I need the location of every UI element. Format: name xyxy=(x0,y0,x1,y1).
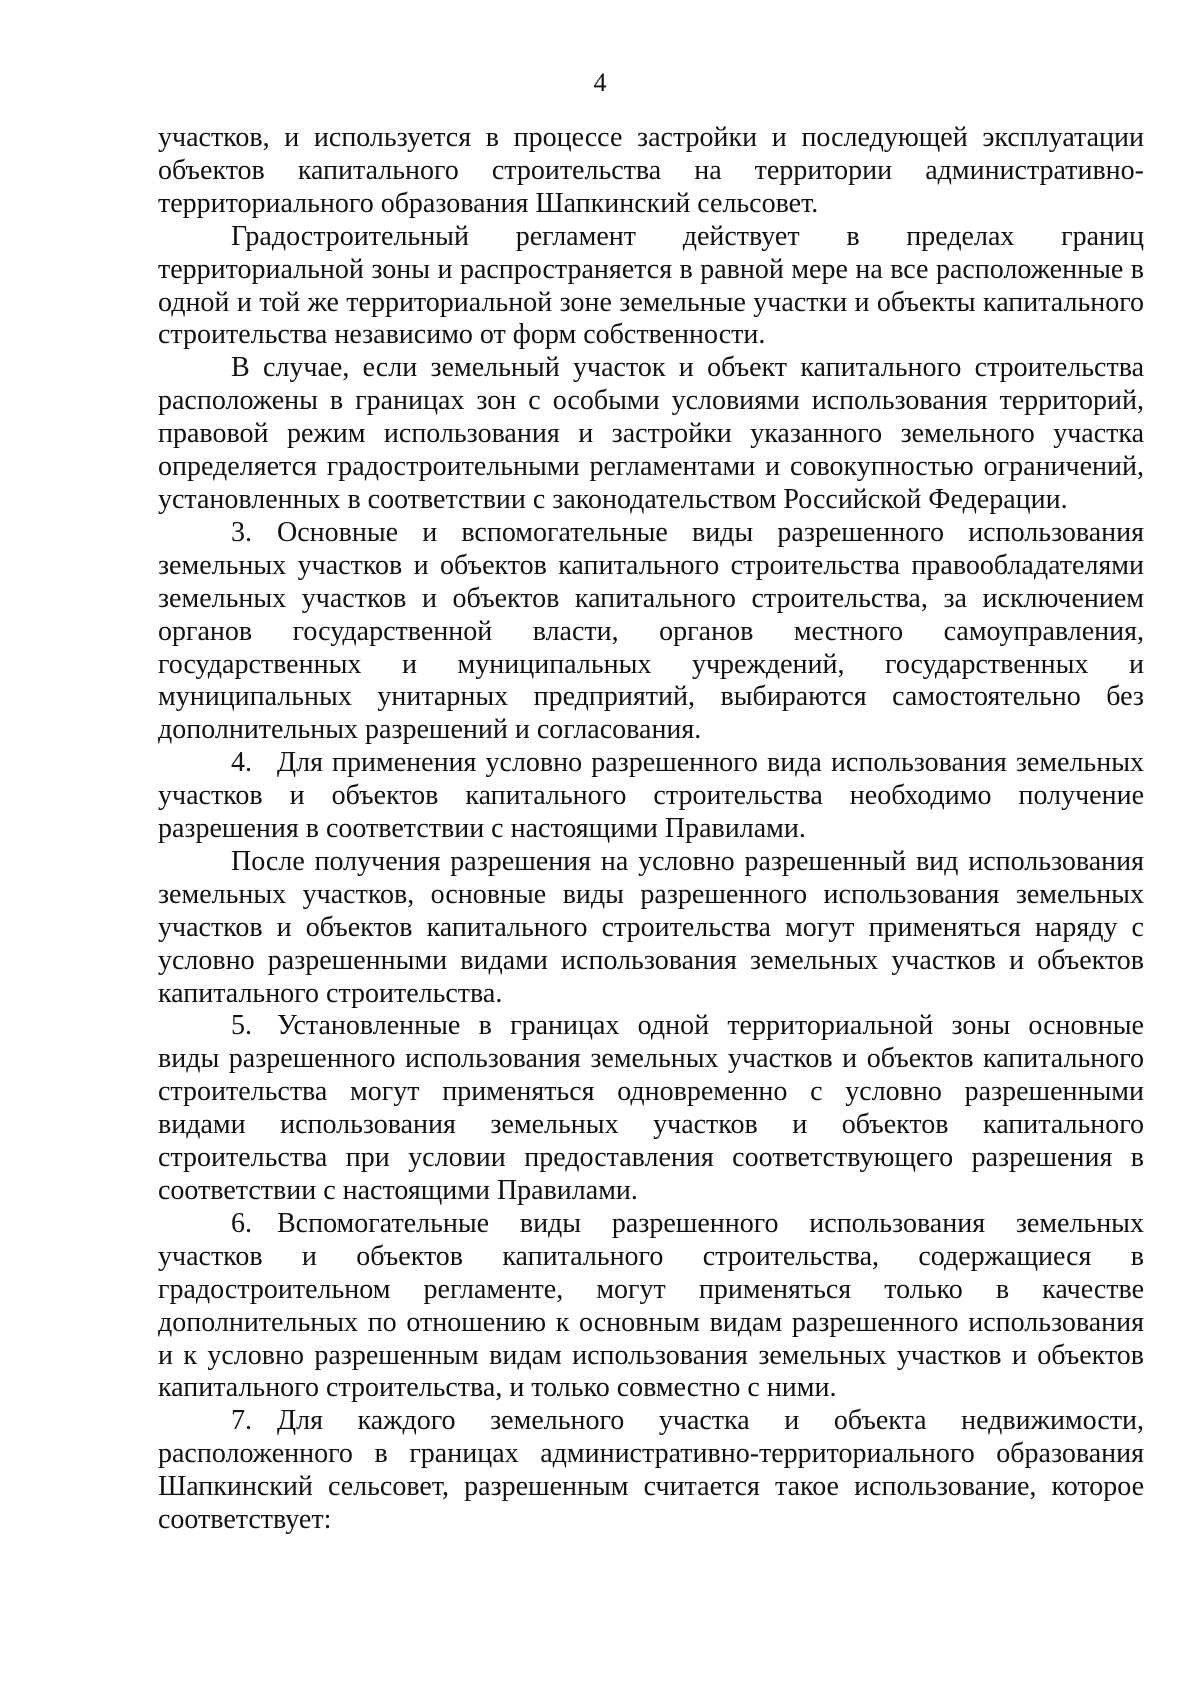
paragraph-text: Для каждого земельного участка и объекта недвижимости, расположенного в границах административно-территориального образования Шапкинский сельсовет, разрешенным считается такое использование, которое соответствует: xyxy=(158,1405,1144,1536)
paragraph-text: участков, и используется в процессе застройки и последующей эксплуатации объектов капитального строительства на территории административно-территориального образования Шапкинский сельсовет. xyxy=(158,122,1144,219)
paragraph-item-4 xyxy=(158,747,1144,846)
paragraph-3 xyxy=(158,352,1144,517)
item-number: 4. xyxy=(231,747,252,779)
paragraph-item-3 xyxy=(158,517,1144,747)
page-number: 4 xyxy=(593,68,607,97)
paragraph-1 xyxy=(158,122,1144,221)
item-number: 6. xyxy=(231,1207,252,1239)
paragraph-2 xyxy=(158,221,1144,353)
paragraph-item-5 xyxy=(158,1010,1144,1207)
document-body xyxy=(158,122,1144,1537)
paragraph-text: Градостроительный регламент действует в пределах границ территориальной зоны и распространяется в равной мере на все расположенные в одной и той же территориальной зоне земельные участки и объекты капитального строительства независимо от форм собственности. xyxy=(158,220,1144,351)
paragraph-text: Основные и вспомогательные виды разрешенного использования земельных участков и объектов капитального строительства правообладателями земельных участков и объектов капитального строительства, за исключением органов государственной власти, органов местного самоуправления, государственных и муниципальных учреждений, государственных и муниципальных унитарных предприятий, выбираются самостоятельно без дополнительных разрешений и согласования. xyxy=(158,516,1144,746)
paragraph-after-item-4 xyxy=(158,846,1144,1011)
item-number: 7. xyxy=(231,1405,252,1437)
item-number: 5. xyxy=(231,1010,252,1042)
item-number: 3. xyxy=(231,516,252,548)
paragraph-text: Установленные в границах одной территориальной зоны основные виды разрешенного использования земельных участков и объектов капитального строительства могут применяться одновременно с условно разрешенными видами использования земельных участков и объектов капитального строительства при условии предоставления соответствующего разрешения в соответствии с настоящими Правилами. xyxy=(158,1010,1144,1206)
paragraph-text: В случае, если земельный участок и объект капитального строительства расположены в границах зон с особыми условиями использования территорий, правовой режим использования и застройки указанного земельного участка определяется градостроительными регламентами и совокупностью ограничений, установленных в соответствии с законодательством Российской Федерации. xyxy=(158,352,1144,515)
paragraph-text: После получения разрешения на условно разрешенный вид использования земельных участков, основные виды разрешенного использования земельных участков и объектов капитального строительства могут применяться наряду с условно разрешенными видами использования земельных участков и объектов капитального строительства. xyxy=(158,845,1144,1009)
paragraph-item-7 xyxy=(158,1405,1144,1537)
paragraph-item-6 xyxy=(158,1208,1144,1405)
paragraph-text: Вспомогательные виды разрешенного использования земельных участков и объектов капитального строительства, содержащиеся в градостроительном регламенте, могут применяться только в качестве дополнительных по отношению к основным видам разрешенного использования и к условно разрешенным видам использования земельных участков и объектов капитального строительства, и только совместно с ними. xyxy=(158,1207,1144,1404)
paragraph-text: Для применения условно разрешенного вида использования земельных участков и объектов капитального строительства необходимо получение разрешения в соответствии с настоящими Правилами. xyxy=(158,747,1144,845)
